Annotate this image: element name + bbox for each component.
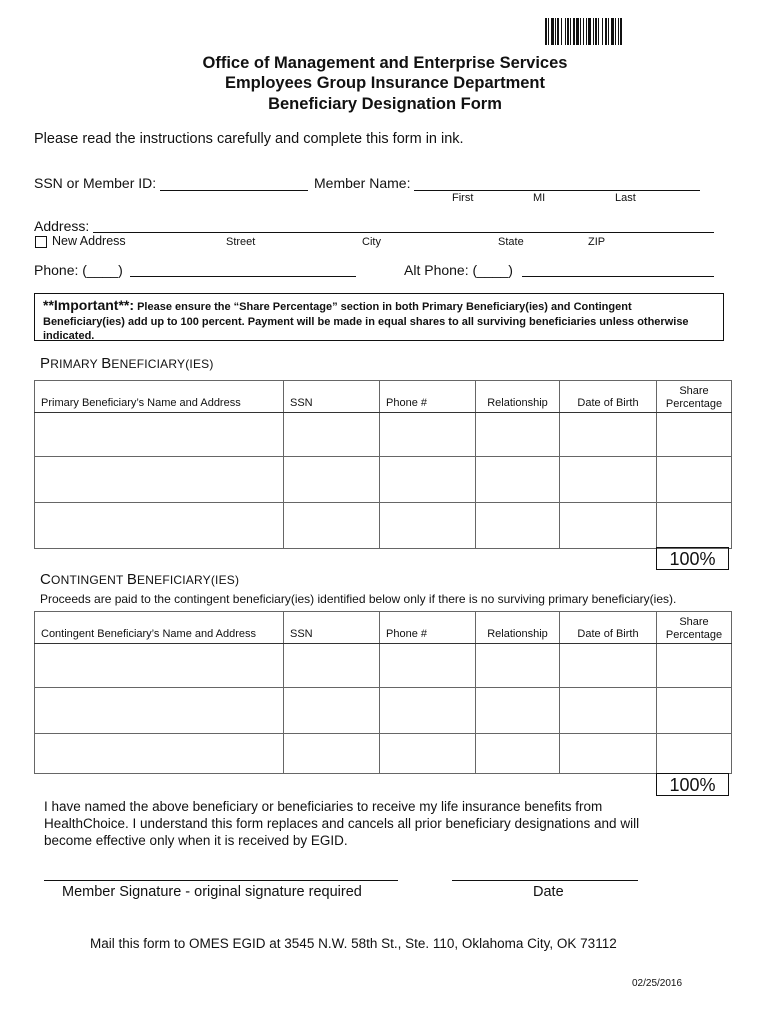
alt-phone-field[interactable] — [522, 276, 714, 277]
important-lead: **Important**: — [43, 297, 135, 313]
title-line-3: Beneficiary Designation Form — [268, 95, 502, 113]
table-cell[interactable] — [657, 457, 732, 503]
member-name-field[interactable] — [414, 190, 700, 191]
street-sublabel: Street — [226, 236, 256, 248]
new-address-label: New Address — [52, 234, 126, 248]
table-cell[interactable] — [560, 413, 657, 457]
phone-field[interactable] — [130, 276, 356, 277]
column-header: Date of Birth — [560, 381, 657, 413]
table-cell[interactable] — [35, 688, 284, 734]
table-cell[interactable] — [657, 503, 732, 549]
table-cell[interactable] — [476, 413, 560, 457]
table-cell[interactable] — [560, 644, 657, 688]
table-row — [35, 503, 732, 549]
address-field[interactable] — [93, 232, 714, 233]
table-cell[interactable] — [476, 644, 560, 688]
alt-phone-label: Alt Phone: (____) — [404, 262, 513, 278]
table-cell[interactable] — [284, 503, 380, 549]
instructions-text: Please read the instructions carefully and complete this form in ink. — [34, 131, 464, 147]
table-cell[interactable] — [657, 644, 732, 688]
table-cell[interactable] — [560, 503, 657, 549]
city-sublabel: City — [362, 236, 381, 248]
phone-label: Phone: (____) — [34, 262, 123, 278]
column-header: Relationship — [476, 381, 560, 413]
address-label: Address: — [34, 218, 90, 234]
column-header: SSN — [284, 612, 380, 644]
member-name-label: Member Name: — [314, 175, 411, 191]
primary-share-total: 100% — [656, 547, 729, 570]
signature-label: Member Signature - original signature required — [62, 884, 362, 900]
table-cell[interactable] — [476, 503, 560, 549]
important-line-2: Beneficiary(ies) add up to 100 percent. Payment will be made in equal shares to all surviving beneficiaries unless otherwise indicated. — [43, 316, 689, 342]
column-header: Primary Beneficiary’s Name and Address — [35, 381, 284, 413]
column-header-share: Share Percentage — [657, 381, 732, 413]
table-cell[interactable] — [35, 503, 284, 549]
authorization-statement: I have named the above beneficiary or beneficiaries to receive my life insurance benefits from HealthChoice. I understand this form replaces and cancels all prior beneficiary designations and will become effective only when it is received by EGID. — [44, 799, 640, 848]
table-cell[interactable] — [657, 413, 732, 457]
contingent-note: Proceeds are paid to the contingent beneficiary(ies) identified below only if there is no surviving primary beneficiary(ies). — [40, 592, 677, 606]
barcode — [545, 18, 691, 45]
contingent-beneficiary-heading: CONTINGENT BENEFICIARY(IES) — [40, 571, 240, 588]
state-sublabel: State — [498, 236, 524, 248]
table-cell[interactable] — [284, 644, 380, 688]
table-row — [35, 457, 732, 503]
table-row — [35, 688, 732, 734]
table-cell[interactable] — [476, 734, 560, 774]
table-cell[interactable] — [35, 734, 284, 774]
date-label: Date — [533, 884, 564, 900]
table-row — [35, 734, 732, 774]
new-address-checkbox[interactable] — [35, 236, 47, 248]
table-cell[interactable] — [476, 457, 560, 503]
column-header: Date of Birth — [560, 612, 657, 644]
table-cell[interactable] — [380, 644, 476, 688]
contingent-share-total: 100% — [656, 773, 729, 796]
zip-sublabel: ZIP — [588, 236, 606, 248]
mailing-instructions: Mail this form to OMES EGID at 3545 N.W. 58th St., Ste. 110, Oklahoma City, OK 73112 — [90, 936, 617, 951]
ssn-label: SSN or Member ID: — [34, 175, 157, 191]
table-cell[interactable] — [657, 688, 732, 734]
table-cell[interactable] — [657, 734, 732, 774]
last-name-sublabel: Last — [615, 192, 636, 204]
table-cell[interactable] — [35, 644, 284, 688]
table-row — [35, 413, 732, 457]
important-notice-box — [34, 293, 724, 341]
contingent-beneficiary-table — [34, 611, 732, 774]
important-line-1: Please ensure the “Share Percentage” section in both Primary Beneficiary(ies) and Contingent — [137, 301, 632, 313]
column-header-share: Share Percentage — [657, 612, 732, 644]
table-cell[interactable] — [284, 413, 380, 457]
table-cell[interactable] — [284, 457, 380, 503]
table-cell[interactable] — [380, 457, 476, 503]
mi-sublabel: MI — [533, 192, 546, 204]
column-header: Phone # — [380, 612, 476, 644]
primary-beneficiary-table — [34, 380, 732, 549]
first-name-sublabel: First — [452, 192, 474, 204]
column-header: SSN — [284, 381, 380, 413]
table-cell[interactable] — [284, 688, 380, 734]
table-cell[interactable] — [35, 457, 284, 503]
table-cell[interactable] — [380, 413, 476, 457]
signature-line[interactable] — [44, 880, 398, 881]
table-cell[interactable] — [560, 688, 657, 734]
table-cell[interactable] — [35, 413, 284, 457]
table-cell[interactable] — [380, 503, 476, 549]
table-cell[interactable] — [476, 688, 560, 734]
column-header: Relationship — [476, 612, 560, 644]
ssn-field[interactable] — [160, 190, 308, 191]
table-cell[interactable] — [560, 734, 657, 774]
primary-beneficiary-heading: PRIMARY BENEFICIARY(IES) — [40, 355, 214, 372]
table-cell[interactable] — [560, 457, 657, 503]
table-cell[interactable] — [284, 734, 380, 774]
date-line[interactable] — [452, 880, 638, 881]
title-line-1: Office of Management and Enterprise Services — [202, 54, 568, 72]
table-cell[interactable] — [380, 688, 476, 734]
column-header: Contingent Beneficiary’s Name and Address — [35, 612, 284, 644]
table-row — [35, 644, 732, 688]
revision-date: 02/25/2016 — [632, 978, 683, 989]
title-line-2: Employees Group Insurance Department — [224, 74, 545, 92]
table-cell[interactable] — [380, 734, 476, 774]
column-header: Phone # — [380, 381, 476, 413]
